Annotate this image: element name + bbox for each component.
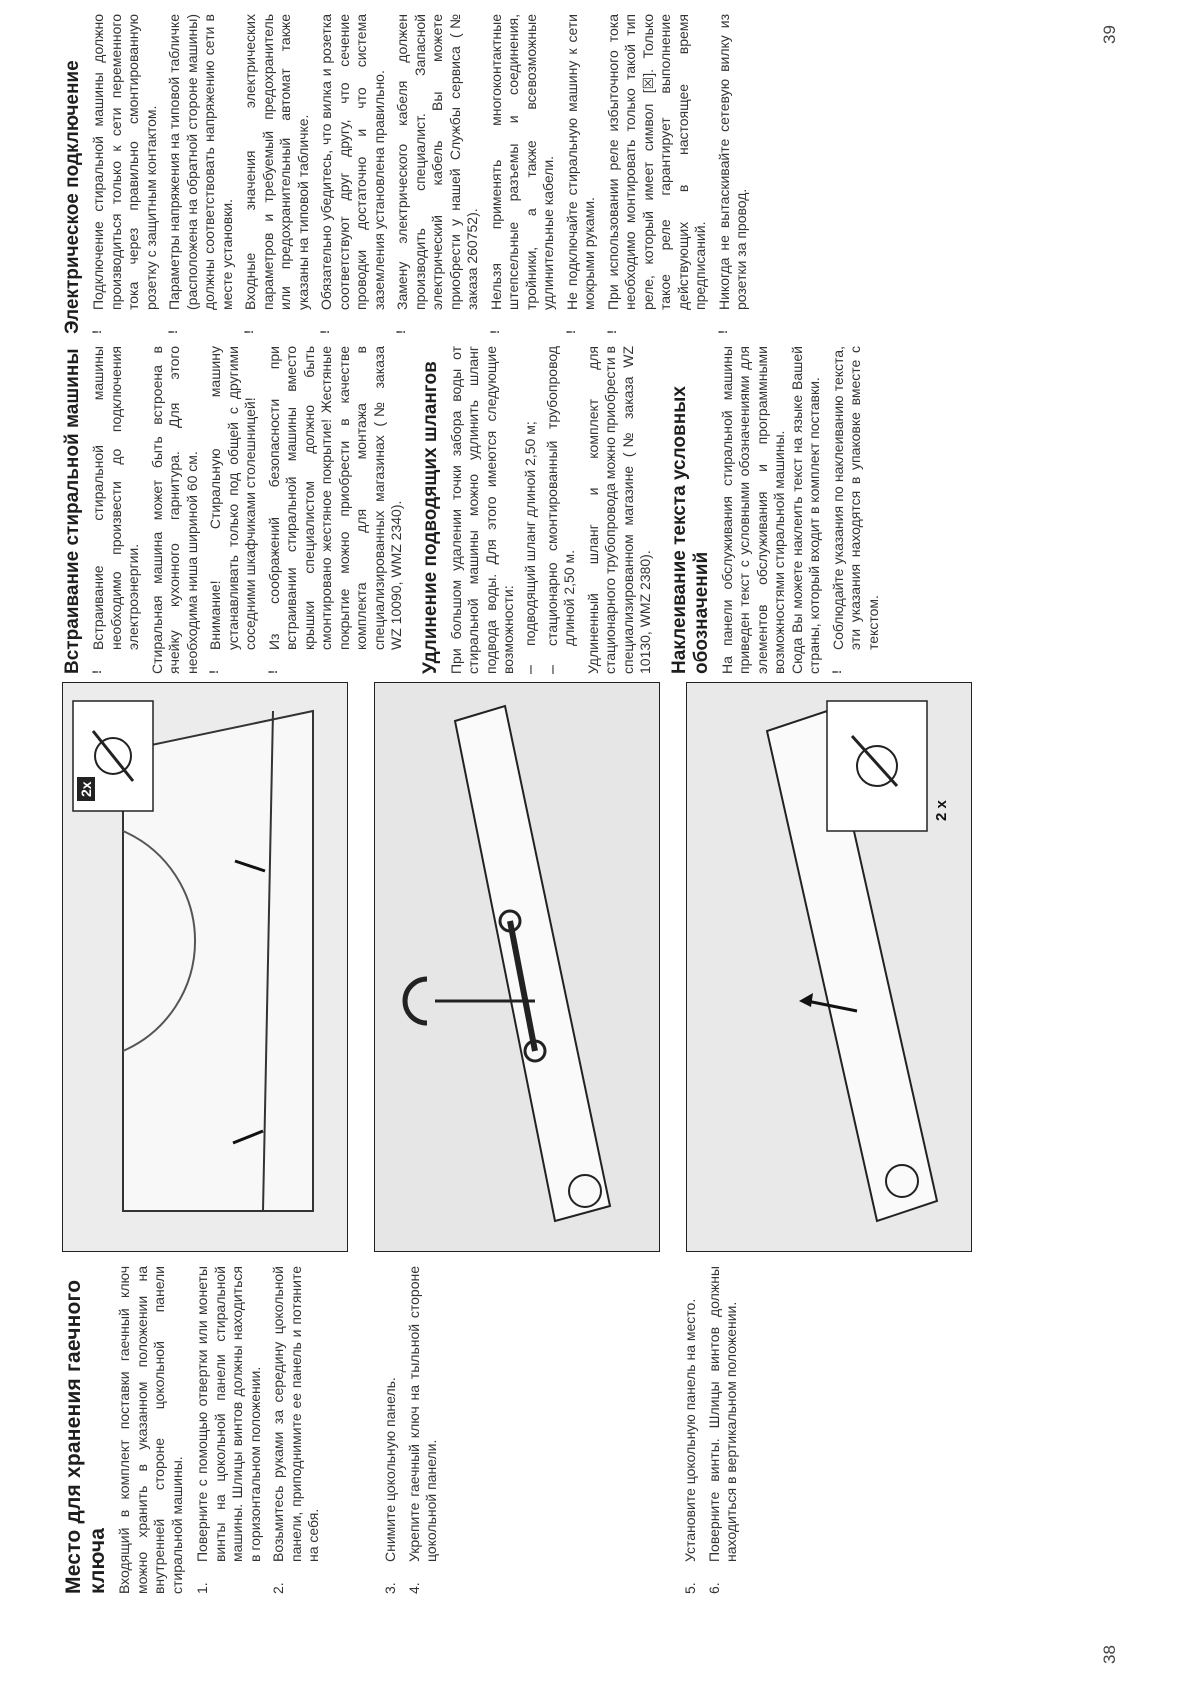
paragraph: Сюда Вы можете наклеить текст на языке Вашей страны, который входит в комплект поставки. [788, 346, 822, 674]
step-text: Установите цокольную панель на место. [682, 1298, 698, 1562]
page-number-left: 38 [1100, 1645, 1119, 1664]
section-intro: Входящий в комплект поставки гаечный ключ можно хранить в указанном положении на внутренней стороне цокольной панели стиральной машины. [116, 1266, 185, 1594]
exclamation-icon: ! [318, 330, 332, 334]
warning-item [90, 14, 160, 334]
exclamation-icon: ! [715, 330, 730, 334]
paragraph: Стиральная машина может быть встроена в ячейку кухонного гарнитура. Для этого необходима ниша шириной 60 см. [148, 346, 200, 674]
step-number: 4. [405, 1582, 422, 1594]
right-column-1 [62, 346, 882, 674]
step-item [382, 1266, 400, 1594]
step-item [406, 1266, 441, 1594]
exclamation-icon: ! [604, 330, 619, 334]
left-text-column-steps-3-4 [376, 1266, 441, 1594]
warning-item [605, 14, 710, 334]
exclamation-icon: ! [829, 670, 844, 674]
step-text: Снимите цокольную панель. [382, 1377, 398, 1562]
section-title-wrench-storage: Место для хранения гаечного ключа [62, 1279, 109, 1594]
steps-list-b [382, 1266, 441, 1594]
step-text: Поверните винты. Шлицы винтов должны находиться в вертикальном положении. [705, 1266, 739, 1562]
wrench-on-panel-illustration [375, 683, 659, 1251]
warning-text: Из соображений безопасности при встраивании стиральной машины вместо крышки специалистом должно быть смонтировано жестяное покрытие! Жестяные покрытие можно приобрести в качестве комплекта для монтажа в специализированных магазинах (№ заказа WZ 10090, WMZ 2340). [265, 346, 404, 650]
paragraph: На панели обслуживания стиральной машины приведен текст с условными обозначениями для элементов обслуживания и программными возможностями стиральной машины. [718, 346, 787, 674]
page-number-right: 39 [1100, 25, 1119, 44]
warning-item [90, 346, 143, 674]
times-two-label: 2 x [933, 800, 950, 821]
steps-list-a [194, 1266, 323, 1594]
step-number: 3. [382, 1582, 398, 1594]
warning-text: Входные значения электрических параметров и требуемый предохранитель или предохранительный автомат также указаны на типовой табличке. [242, 14, 311, 310]
warning-item [266, 346, 406, 674]
dash-bullet: – [521, 665, 539, 674]
step-text: Укрепите гаечный ключ на тыльной стороне цокольной панели. [405, 1266, 439, 1562]
step-number: 5. [682, 1582, 698, 1594]
section-title-electrical-connection: Электрическое подключение [62, 60, 83, 334]
warning-item [207, 346, 260, 674]
warning-text: Не подключайте стиральную машину к сети мокрыми руками. [563, 14, 597, 310]
warning-text: Никогда не вытаскивайте сетевую вилку из розетки за провод. [715, 14, 749, 310]
steps-list-c [682, 1266, 741, 1594]
section-title-built-in: Встраивание стиральной машины [62, 348, 83, 674]
warning-item [318, 14, 388, 334]
exclamation-icon: ! [265, 670, 280, 674]
figure-attach-wrench [374, 682, 660, 1252]
warning-text: Подключение стиральной машины должно производиться только к сети переменного тока через правильно смонтированную розетку с защитным контактом. [90, 14, 159, 310]
step-item [194, 1266, 264, 1594]
warning-text: При использовании реле избыточного тока необходимо монтировать только такой тип реле, который имеет символ [☒]. Только такое реле гарантирует выполнение действующих в настоящее время предписаний. [604, 14, 708, 310]
exclamation-icon: ! [90, 330, 104, 334]
exclamation-icon: ! [394, 330, 408, 334]
exclamation-icon: ! [563, 330, 578, 334]
exclamation-icon: ! [90, 670, 104, 674]
plinth-refit-illustration [687, 683, 971, 1251]
step-item [706, 1266, 741, 1594]
step-text: Поверните с помощью отвертки или монеты винты на цокольной панели стиральной машины. Шлицы винтов должны находиться в горизонтальном положении. [194, 1266, 263, 1562]
warning-text: Параметры напряжения на типовой табличке (расположена на обратной стороне машины) должны соответствовать напряжению сети в месте установки. [166, 14, 235, 310]
times-two-badge: 2x [77, 777, 95, 801]
warning-text: Встраивание стиральной машины необходимо произвести до подключения электроэнергии. [90, 346, 141, 650]
step-number: 2. [270, 1582, 286, 1594]
warning-item [564, 14, 599, 334]
paragraph: При большом удалении точки забора воды от стиральной машины можно удлинить шланг подвода воды. Для этого имеются следующие возможности: [447, 346, 516, 674]
figure-remove-plinth-panel [62, 682, 348, 1252]
section-title-hose-extension: Удлинение подводящих шлангов [419, 361, 441, 674]
step-text: Возьмитесь руками за середину цокольной панели, приподнимите ее панель и потяните на себя. [270, 1266, 321, 1562]
left-text-column [62, 1266, 323, 1594]
right-column-2 [62, 14, 751, 334]
paragraph: Удлиненный шланг и комплект для стационарного трубопровода можно приобрести в специализированном магазине (№ заказа WZ 10130, WMZ 2380). [584, 346, 653, 674]
left-text-column-steps-5-6 [676, 1266, 741, 1594]
dash-bullet: – [543, 665, 561, 674]
warning-item [242, 14, 312, 334]
step-item [270, 1266, 323, 1594]
section-title-label-sticker: Наклеивание текста условных обозначений [668, 386, 712, 674]
option-item [544, 346, 579, 674]
warning-item [166, 14, 236, 334]
warning-text: Замену электрического кабеля должен производить специалист. Запасной электрический кабель Вы можете приобрести у нашей Службы сервиса (№ заказа 260752). [394, 14, 480, 310]
warning-text: Соблюдайте указания по наклеиванию текста, эти указания находятся в упаковке вместе с текстом. [829, 346, 881, 650]
plinth-removal-illustration [63, 683, 347, 1251]
exclamation-icon: ! [166, 330, 180, 334]
exclamation-icon: ! [487, 330, 502, 334]
figure-refit-plinth-panel [686, 682, 972, 1252]
warning-text: Нельзя применять многоконтактные штепсельные разъемы и соединения, тройники, а также всевозможные удлинительные кабели. [487, 14, 556, 310]
exclamation-icon: ! [242, 330, 256, 334]
warning-item [394, 14, 482, 334]
step-number: 6. [705, 1582, 722, 1594]
warning-text: Внимание! Стиральную машину устанавливать только под общей с другими соседними шкафчиками столешницей! [207, 346, 258, 650]
step-number: 1. [194, 1582, 210, 1594]
option-text: стационарно смонтированный трубопровод длиной 2,50 м. [543, 346, 577, 646]
step-item [682, 1266, 700, 1594]
warning-item [716, 14, 751, 334]
option-item [522, 346, 540, 674]
option-text: подводящий шланг длиной 2,50 м; [521, 421, 538, 646]
exclamation-icon: ! [207, 670, 221, 674]
warning-item [488, 14, 558, 334]
warning-item [830, 346, 883, 674]
warning-text: Обязательно убедитесь, что вилка и розетка соответствуют друг другу, что сечение проводки достаточно и что система заземления установлена правильно. [318, 14, 387, 310]
